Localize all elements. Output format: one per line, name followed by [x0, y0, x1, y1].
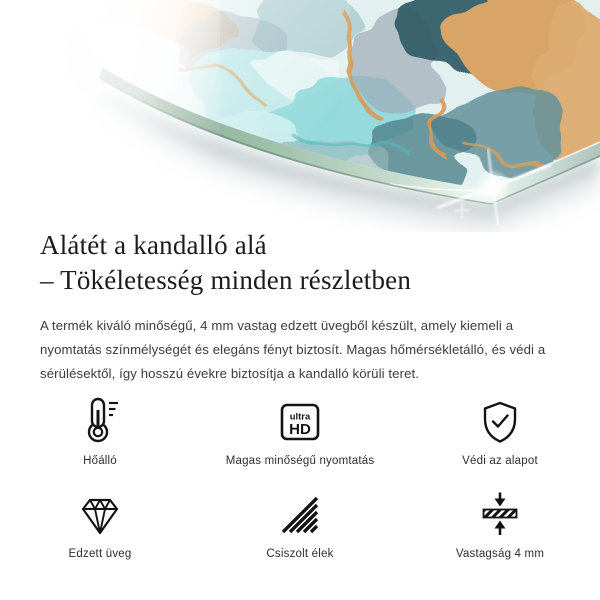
ultra-hd-icon	[278, 396, 322, 444]
hero-product-image	[0, 0, 600, 232]
product-description-section	[40, 228, 568, 386]
feature-thickness	[400, 489, 600, 560]
page-title	[40, 228, 568, 298]
feature-label: Védi az alapot	[462, 455, 538, 467]
left-white-fade	[30, 0, 220, 232]
hd-text: HD	[289, 421, 311, 438]
ultra-text: ultra	[289, 411, 311, 423]
shield-check-icon	[478, 396, 522, 444]
feature-label: Edzett üveg	[68, 548, 132, 560]
feature-polished-edges	[200, 489, 400, 560]
feature-tempered-glass	[0, 489, 200, 560]
feature-grid	[0, 396, 600, 560]
product-description-text: A termék kiváló minőségű, 4 mm vastag edzett üvegből készült, amely kiemeli a nyomtatás színmélységét és elegáns fényt biztosít. Magas hőmérsékletálló, és védi a sérülésektől, így hosszú évekre biztosítja a kandalló körüli teret.	[40, 318, 546, 381]
feature-label: Hőálló	[83, 455, 117, 467]
feature-label: Csiszolt élek	[266, 548, 334, 560]
feature-print-quality	[200, 396, 400, 467]
page-title-line2: – Tökéletesség minden részletben	[40, 265, 412, 295]
feature-heat-resistant	[0, 396, 200, 467]
thickness-icon	[478, 489, 522, 537]
page-title-line1: Alátét a kandalló alá	[40, 230, 267, 260]
feature-label: Magas minőségű nyomtatás	[225, 455, 375, 467]
feature-protects-base	[400, 396, 600, 467]
glass-panel-illustration	[0, 0, 600, 232]
feature-label: Vastagság 4 mm	[455, 548, 545, 560]
diamond-icon	[78, 489, 122, 537]
polished-edges-icon	[278, 489, 322, 537]
thermometer-icon	[78, 396, 122, 444]
